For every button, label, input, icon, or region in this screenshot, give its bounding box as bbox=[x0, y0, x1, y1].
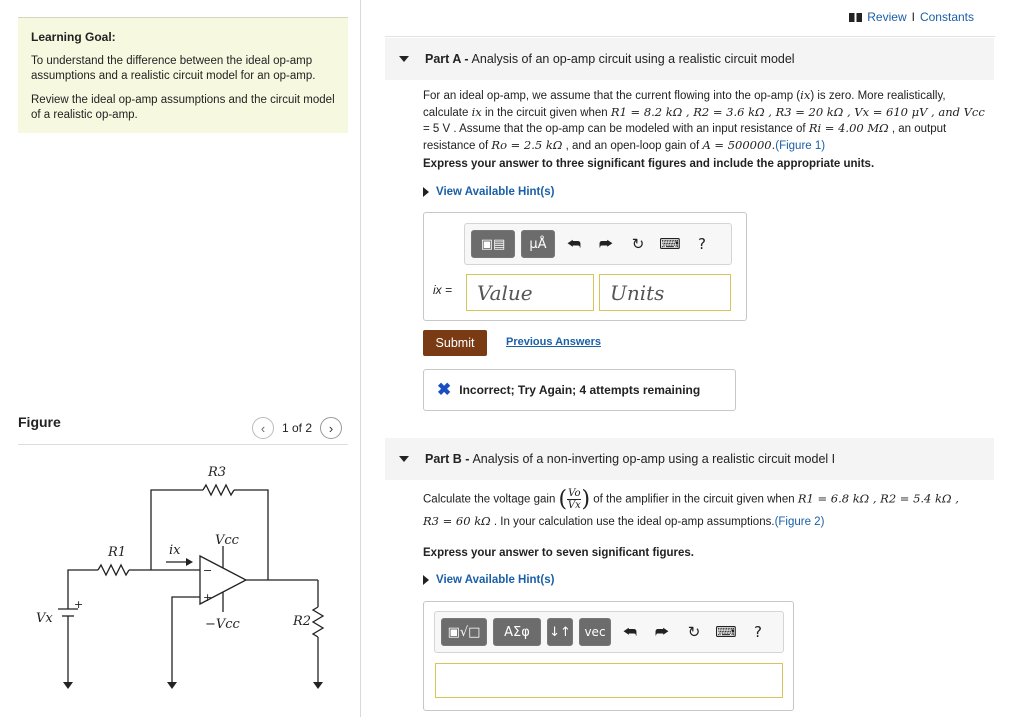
learning-goal-paragraph-2: Review the ideal op-amp assumptions and the circuit model of a realistic op-amp. bbox=[31, 94, 335, 121]
resistor-r2 bbox=[313, 607, 323, 637]
ix-field-label: ix = bbox=[433, 283, 453, 297]
header-divider bbox=[385, 36, 995, 37]
source-plus-sign: + bbox=[74, 598, 84, 611]
figure-2-link[interactable]: (Figure 2) bbox=[774, 516, 825, 528]
separator: I bbox=[911, 10, 915, 24]
reset-icon[interactable]: ↻ bbox=[631, 235, 645, 253]
redo-icon[interactable]: ⮫ bbox=[599, 235, 613, 253]
part-a-header[interactable] bbox=[385, 38, 994, 80]
review-constants-links bbox=[849, 10, 974, 24]
part-a-answer-box bbox=[423, 212, 747, 321]
label-neg-vcc: −Vcc bbox=[205, 617, 240, 632]
caret-down-icon bbox=[399, 456, 409, 462]
units-input[interactable]: Units bbox=[599, 274, 731, 311]
part-b-hint-toggle[interactable] bbox=[423, 574, 554, 586]
column-divider bbox=[360, 0, 361, 717]
label-vx: Vx bbox=[36, 611, 53, 626]
next-figure-button[interactable] bbox=[320, 417, 342, 439]
gain-answer-input[interactable] bbox=[435, 663, 783, 698]
keyboard-icon[interactable]: ⌨ bbox=[715, 623, 737, 641]
keyboard-icon[interactable]: ⌨ bbox=[659, 235, 681, 253]
incorrect-x-icon: ✖ bbox=[437, 380, 452, 399]
part-b-problem-text: Calculate the voltage gain ( Vo Vx ) of the amplifier in the circuit given when R1 = 6.8 kΩ , R2 = 5.4 kΩ , R3 = 60 kΩ . In your calculation use the ideal op-amp assumptions.(Figure 2) bbox=[423, 486, 959, 528]
submit-button[interactable]: Submit bbox=[423, 330, 487, 356]
reset-icon[interactable]: ↻ bbox=[687, 623, 701, 641]
feedback-message bbox=[423, 369, 736, 411]
part-a-label: Part A - bbox=[425, 52, 469, 66]
figure-label: Figure bbox=[18, 414, 61, 430]
prev-figure-button[interactable] bbox=[252, 417, 274, 439]
part-b-title: Analysis of a non-inverting op-amp using a realistic circuit model I bbox=[472, 452, 836, 466]
part-a-toolbar bbox=[464, 223, 732, 265]
hint-label: View Available Hint(s) bbox=[436, 574, 555, 586]
caret-down-icon bbox=[399, 56, 409, 62]
learning-goal-paragraph-1: To understand the difference between the ideal op-amp assumptions and a realistic circuit model for an op-amp. bbox=[31, 55, 316, 82]
help-icon[interactable]: ? bbox=[754, 623, 762, 641]
ix-arrow-head bbox=[186, 558, 193, 566]
voltage-gain-fraction: ( Vo Vx ) bbox=[558, 486, 591, 512]
figure-divider bbox=[18, 444, 348, 445]
chevron-right-icon: › bbox=[328, 420, 334, 436]
value-input[interactable]: Value bbox=[466, 274, 594, 311]
review-link[interactable]: Review bbox=[867, 10, 907, 24]
learning-goal-box bbox=[18, 17, 348, 133]
vector-button[interactable]: vec bbox=[579, 618, 611, 646]
part-a-title: Analysis of an op-amp circuit using a realistic circuit model bbox=[471, 52, 795, 66]
ground-arrow-source bbox=[63, 682, 73, 689]
figure-1-link[interactable]: (Figure 1) bbox=[775, 139, 826, 152]
ground-arrow-load bbox=[313, 682, 323, 689]
label-ix: ix bbox=[169, 543, 181, 558]
math-template-button[interactable] bbox=[441, 618, 487, 646]
template-button[interactable] bbox=[471, 230, 515, 258]
figure-pager bbox=[252, 417, 342, 439]
part-b-toolbar bbox=[434, 611, 784, 653]
part-b-answer-box bbox=[423, 601, 794, 711]
label-r3: R3 bbox=[208, 465, 227, 480]
chevron-left-icon: ‹ bbox=[260, 420, 266, 436]
units-symbol-button[interactable]: μÅ bbox=[521, 230, 555, 258]
undo-icon[interactable]: ⮪ bbox=[623, 623, 637, 641]
hint-label: View Available Hint(s) bbox=[436, 186, 555, 198]
plus-input-wire bbox=[172, 597, 200, 687]
book-icon bbox=[849, 13, 862, 22]
learning-goal-title: Learning Goal: bbox=[31, 30, 116, 44]
part-b-instruction: Express your answer to seven significant figures. bbox=[423, 547, 694, 559]
resistor-r1 bbox=[98, 565, 129, 575]
input-wire-left bbox=[68, 570, 98, 600]
ground-arrow-plus bbox=[167, 682, 177, 689]
op-amp-plus-sign: + bbox=[203, 591, 213, 604]
op-amp-minus-sign: − bbox=[203, 564, 213, 577]
constants-link[interactable]: Constants bbox=[919, 10, 974, 24]
previous-answers-link[interactable]: Previous Answers bbox=[506, 336, 601, 348]
redo-icon[interactable]: ⮫ bbox=[655, 623, 669, 641]
feedback-text: Incorrect; Try Again; 4 attempts remaining bbox=[459, 383, 701, 397]
part-b-header[interactable] bbox=[385, 438, 994, 480]
caret-right-icon bbox=[423, 575, 429, 585]
label-vcc: Vcc bbox=[215, 533, 239, 548]
greek-symbols-button[interactable]: ΑΣφ bbox=[493, 618, 541, 646]
feedback-wire-right bbox=[234, 490, 268, 580]
label-r2: R2 bbox=[293, 614, 312, 629]
resistor-r3 bbox=[203, 485, 234, 495]
part-a-hint-toggle[interactable] bbox=[423, 186, 554, 198]
figure-page-indicator: 1 of 2 bbox=[282, 421, 313, 435]
circuit-diagram bbox=[18, 452, 348, 697]
template-icon: ▣▤ bbox=[480, 236, 506, 252]
sqrt-template-icon: ▣√□ bbox=[447, 624, 481, 640]
subscript-button[interactable]: ↓↑ bbox=[547, 618, 573, 646]
help-icon[interactable]: ? bbox=[698, 235, 706, 253]
label-r1: R1 bbox=[108, 545, 127, 560]
part-a-problem-text: For an ideal op-amp, we assume that the current flowing into the op-amp (ix) is zero. More realistically, calculate ix in the circuit given when R1 = 8.2 kΩ , R2 = 3.6 kΩ , R3 = 20 kΩ , Vx = 610 μV , and Vcc = 5 V . Assume that the op-amp can be modeled with an input resistance of Ri = 4.00 MΩ , an output resistance of Ro = 2.5 kΩ , and an open-loop gain of A = 500000.(Figure 1) bbox=[423, 88, 985, 152]
caret-right-icon bbox=[423, 187, 429, 197]
part-a-instruction: Express your answer to three significant figures and include the appropriate units. bbox=[423, 158, 875, 170]
part-b-label: Part B - bbox=[425, 452, 470, 466]
undo-icon[interactable]: ⮪ bbox=[567, 235, 581, 253]
